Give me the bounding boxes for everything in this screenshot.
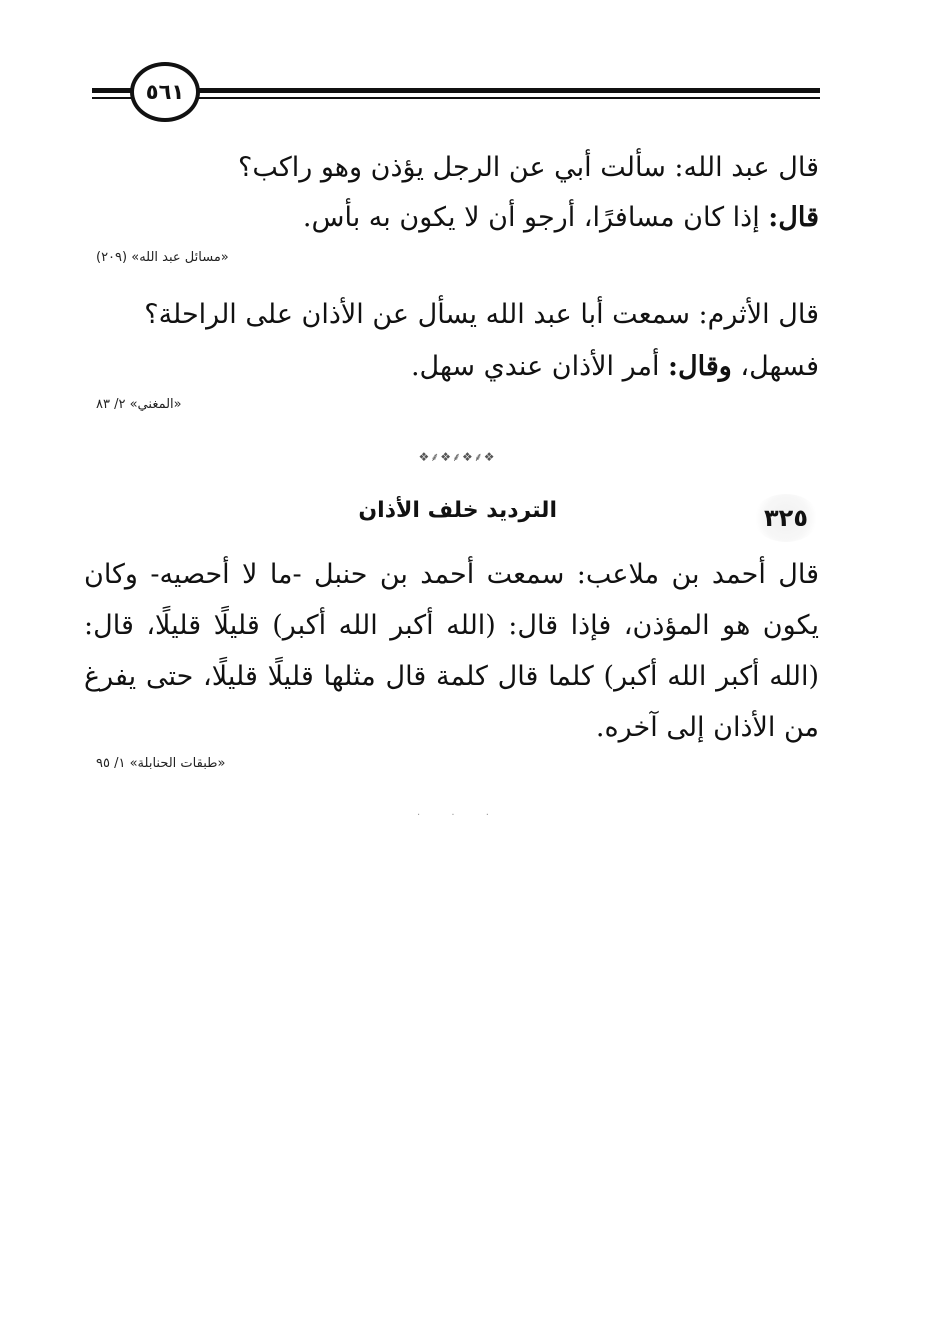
block2-label: وقال: <box>668 351 732 382</box>
block2-line2-b: أمر الأذان عندي سهل. <box>410 351 669 382</box>
section-paragraph: قال أحمد بن ملاعب: سمعت أحمد بن حنبل -ما لا أحصيه- وكان يكون هو المؤذن، فإذا قال: (الله أكبر الله أكبر) قليلًا قليلًا، قال: (الله أكبر الله أكبر) كلما قال كلمة قال مثلها قليلًا قليلًا، حتى يفرغ من الأذان إلى آخره. <box>84 559 819 743</box>
block1-line2 <box>84 193 819 243</box>
ornament-divider: ❖⸙❖⸙❖⸙❖ <box>418 450 496 464</box>
block2-source: «المغني» ٢/ ٨٣ <box>96 397 182 412</box>
block1-label: قال: <box>768 202 819 233</box>
section-heading <box>84 494 819 544</box>
header-rule-thin <box>92 97 820 99</box>
block1-line1: قال عبد الله: سألت أبي عن الرجل يؤذن وهو راكب؟ <box>238 152 819 183</box>
header-rule-thick <box>92 88 820 93</box>
page-header <box>92 60 820 124</box>
block2-line2-a: فسهل، <box>731 351 819 382</box>
block2-line1: قال الأثرم: سمعت أبا عبد الله يسأل عن الأذان على الراحلة؟ <box>144 299 819 330</box>
section-number: ٣٢٥ <box>753 494 819 542</box>
block2-line2 <box>84 342 819 392</box>
section-title: الترديد خلف الأذان <box>358 498 557 523</box>
block1-line2-text: إذا كان مسافرًا، أرجو أن لا يكون به بأس. <box>302 202 769 233</box>
end-marks: · · · <box>417 810 503 821</box>
page-number: ٥٦١ <box>130 62 200 122</box>
block1-source: «مسائل عبد الله» (٢٠٩) <box>96 250 229 265</box>
section-source: «طبقات الحنابلة» ١/ ٩٥ <box>96 756 226 771</box>
